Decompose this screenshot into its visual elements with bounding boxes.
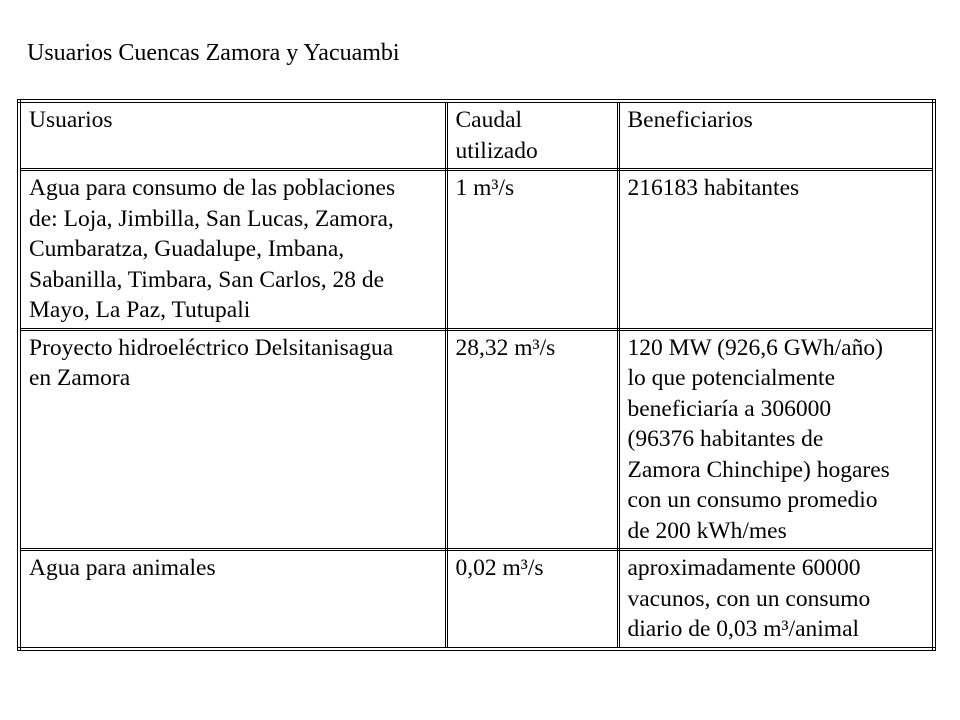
usuarios-text: Agua para consumo de las poblaciones de: Loja, Jimbilla, San Lucas, Zamora, Cumbaratza, Guadalupe, Imbana, Sabanilla, Timbara, San Carlos, 28 de Mayo, La Paz, Tutupali (29, 175, 396, 323)
header-cell-beneficiarios (618, 101, 934, 170)
table-row (19, 550, 934, 649)
table-row (19, 170, 934, 330)
beneficiarios-text: aproximadamente 60000 vacunos, con un consumo diario de 0,03 m³/animal (627, 555, 871, 642)
usuarios-text: Proyecto hidroeléctrico Delsitanisagua en Zamora (29, 334, 394, 391)
cell-usuarios (19, 329, 446, 550)
header-cell-caudal (446, 101, 618, 170)
users-table (17, 99, 936, 651)
header-usuarios-label: Usuarios (29, 107, 113, 133)
caudal-text: 1 m³/s (455, 175, 515, 201)
cell-usuarios (19, 170, 446, 330)
usuarios-text: Agua para animales (29, 555, 216, 581)
caudal-text: 28,32 m³/s (455, 334, 556, 361)
caudal-text: 0,02 m³/s (455, 555, 544, 581)
header-beneficiarios-label: Beneficiarios (627, 107, 753, 133)
cell-caudal (446, 550, 618, 649)
cell-caudal (446, 329, 618, 550)
page-title: Usuarios Cuencas Zamora y Yacuambi (27, 40, 400, 66)
beneficiarios-text: 216183 habitantes (627, 175, 800, 201)
cell-usuarios (19, 550, 446, 649)
header-caudal-label: Caudal utilizado (455, 107, 538, 164)
beneficiarios-text: 120 MW (926,6 GWh/año) lo que potencialmente beneficiaría a 306000 (96376 habitantes de Zamora Chinchipe) hogares con un consumo promedio de 200 kWh/mes (627, 334, 890, 544)
table-row (19, 329, 934, 550)
cell-caudal (446, 170, 618, 330)
cell-beneficiarios (618, 329, 934, 550)
header-cell-usuarios (19, 101, 446, 170)
cell-beneficiarios (618, 550, 934, 649)
table-header-row (19, 101, 934, 170)
cell-beneficiarios (618, 170, 934, 330)
